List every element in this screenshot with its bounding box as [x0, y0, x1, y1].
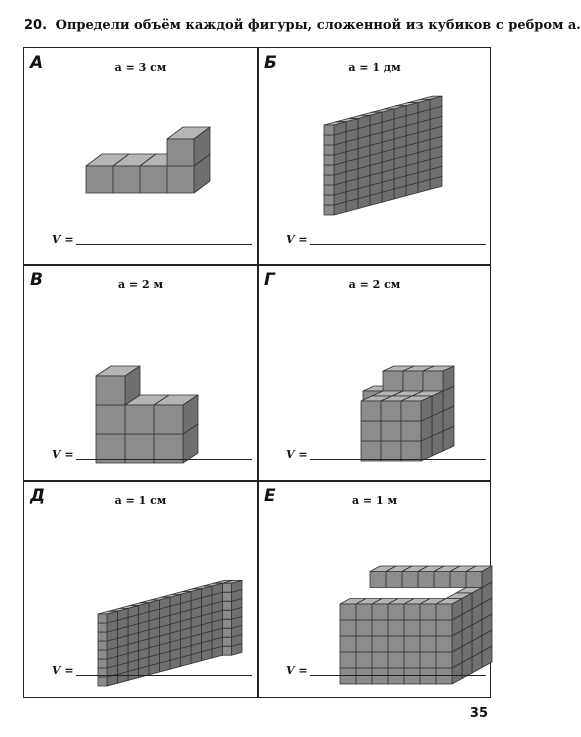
- cube-face: [383, 371, 403, 391]
- answer-row: [52, 664, 252, 677]
- cube-face: [356, 604, 372, 620]
- cube-face: [436, 636, 452, 652]
- cube-face: [113, 166, 140, 193]
- cube-face: [450, 572, 466, 588]
- panel-letter: В: [30, 270, 43, 290]
- cube-face: [98, 623, 107, 632]
- answer-row: [52, 448, 252, 461]
- answer-label: V =: [52, 233, 74, 246]
- cube-face: [223, 637, 232, 646]
- task-heading: [24, 18, 581, 33]
- cube-face: [324, 205, 334, 215]
- cube-face: [420, 604, 436, 620]
- cube-face: [324, 165, 334, 175]
- cube-face: [372, 604, 388, 620]
- panel-letter: А: [30, 53, 44, 73]
- cube-face: [223, 592, 232, 601]
- cube-face: [223, 646, 232, 655]
- panel-d: [24, 481, 257, 697]
- cube-face: [223, 583, 232, 592]
- answer-blank[interactable]: [76, 244, 252, 245]
- figure-a-cubes: [24, 48, 257, 264]
- cube-face: [388, 620, 404, 636]
- cube-face: [436, 604, 452, 620]
- figure-b-cubes: [258, 48, 491, 264]
- cube-face: [404, 620, 420, 636]
- panel-param: а = 3 см: [114, 61, 167, 74]
- panel-a: [24, 48, 257, 264]
- cube-face: [125, 405, 154, 434]
- cube-face: [154, 405, 183, 434]
- task-text: Определи объём каждой фигуры, сложенной из кубиков с ребром а.: [55, 18, 581, 33]
- cube-face: [420, 620, 436, 636]
- panel-letter: Г: [264, 270, 275, 290]
- cube-face: [223, 619, 232, 628]
- cube-face: [423, 371, 443, 391]
- cube-face: [356, 620, 372, 636]
- cube-face: [324, 155, 334, 165]
- panel-g: [258, 265, 491, 480]
- cube-face: [324, 195, 334, 205]
- answer-row: [286, 664, 486, 677]
- cube-face: [223, 601, 232, 610]
- answer-label: V =: [52, 664, 74, 677]
- panel-e: [258, 481, 491, 697]
- cube-face: [167, 166, 194, 193]
- cube-face: [340, 620, 356, 636]
- cube-face: [404, 636, 420, 652]
- cube-face: [361, 421, 381, 441]
- cube-face: [434, 572, 450, 588]
- answer-label: V =: [286, 448, 308, 461]
- answer-row: [52, 233, 252, 246]
- answer-row: [286, 233, 486, 246]
- panel-letter: Е: [264, 486, 276, 506]
- panel-param: а = 1 дм: [348, 61, 401, 74]
- cube-face: [98, 677, 107, 686]
- cube-face: [370, 572, 386, 588]
- panel-param: а = 1 см: [114, 494, 167, 507]
- cube-face: [96, 405, 125, 434]
- cube-face: [140, 166, 167, 193]
- answer-blank[interactable]: [76, 675, 252, 676]
- cube-face: [386, 572, 402, 588]
- answer-row: [286, 448, 486, 461]
- cube-face: [361, 401, 381, 421]
- cube-face: [98, 650, 107, 659]
- cube-face: [418, 572, 434, 588]
- cube-face: [402, 572, 418, 588]
- cube-face: [223, 628, 232, 637]
- cube-face: [401, 421, 421, 441]
- cube-face: [372, 636, 388, 652]
- cube-face: [381, 421, 401, 441]
- cube-face: [436, 620, 452, 636]
- cube-face: [324, 185, 334, 195]
- panel-v: [24, 265, 257, 480]
- cube-face: [401, 401, 421, 421]
- answer-blank[interactable]: [310, 675, 486, 676]
- cube-face: [403, 371, 423, 391]
- cube-face: [98, 641, 107, 650]
- cube-face: [466, 572, 482, 588]
- cube-face: [404, 604, 420, 620]
- cube-face: [324, 125, 334, 135]
- cube-face: [388, 604, 404, 620]
- cube-face: [223, 610, 232, 619]
- cube-face: [98, 632, 107, 641]
- cube-face: [167, 139, 194, 166]
- page-number: 35: [469, 706, 488, 721]
- cube-face: [324, 145, 334, 155]
- cube-face: [388, 636, 404, 652]
- cube-face: [340, 604, 356, 620]
- cube-face: [86, 166, 113, 193]
- cube-face: [98, 614, 107, 623]
- cube-face: [324, 175, 334, 185]
- panel-letter: Б: [264, 53, 277, 73]
- answer-blank[interactable]: [310, 244, 486, 245]
- cube-face: [420, 636, 436, 652]
- figures-grid: [23, 47, 491, 698]
- cube-face: [372, 620, 388, 636]
- task-number: 20.: [24, 18, 48, 33]
- cube-face: [381, 401, 401, 421]
- panel-param: а = 2 м: [117, 278, 164, 291]
- answer-blank[interactable]: [310, 459, 486, 460]
- cube-face: [96, 376, 125, 405]
- answer-label: V =: [286, 233, 308, 246]
- panel-param: а = 1 м: [351, 494, 398, 507]
- cube-face: [340, 636, 356, 652]
- panel-b: [258, 48, 491, 264]
- cube-face: [324, 135, 334, 145]
- answer-label: V =: [52, 448, 74, 461]
- answer-blank[interactable]: [76, 459, 252, 460]
- answer-label: V =: [286, 664, 308, 677]
- panel-letter: Д: [30, 486, 46, 506]
- cube-face: [356, 636, 372, 652]
- panel-param: а = 2 см: [348, 278, 401, 291]
